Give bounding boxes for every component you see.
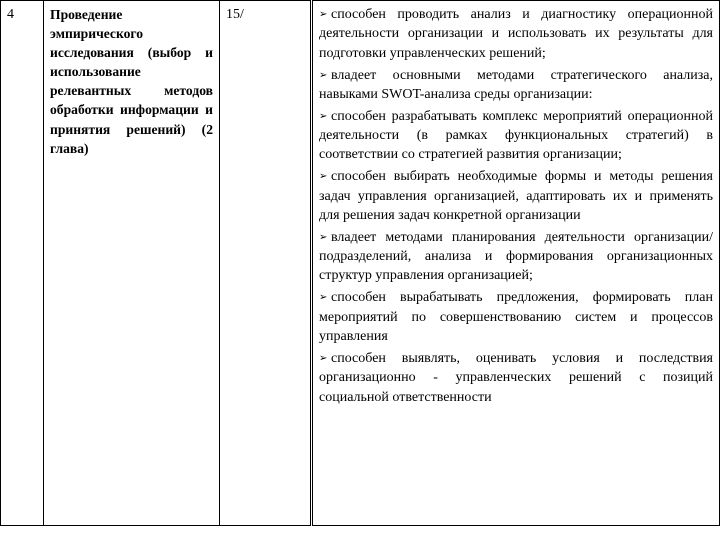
list-item xyxy=(319,167,713,225)
row-number: 4 xyxy=(7,7,14,22)
competency-text: способен выбирать необходимые формы и методы решения задач управления организацией, адаптировать их и применять для решения задач конкретной организации xyxy=(319,169,713,223)
arrow-bullet-icon: ➢ xyxy=(319,352,328,364)
competency-text: способен выявлять, оценивать условия и последствия организационно - управленческих решений с позиций социальной ответственности xyxy=(319,350,713,405)
score-cell xyxy=(220,1,312,526)
competency-text: способен разрабатывать комплекс мероприятий операционной деятельности (в рамках функциональных стратегий) в соответствии со стратегией развития организации; xyxy=(319,108,713,163)
stage-description: Проведение эмпирического исследования (выбор и использование релевантных методов обработки информации и принятия решений) (2 глава) xyxy=(50,7,213,156)
arrow-bullet-icon: ➢ xyxy=(319,110,328,122)
arrow-bullet-icon: ➢ xyxy=(319,171,328,183)
list-item xyxy=(319,66,713,105)
list-item xyxy=(319,288,713,346)
score-value: 15/ xyxy=(226,7,244,22)
competency-text: владеет основными методами стратегического анализа, навыками SWOT-анализа среды организации: xyxy=(319,67,713,102)
competencies-list xyxy=(319,5,713,407)
list-item xyxy=(319,5,713,63)
arrow-bullet-icon: ➢ xyxy=(319,9,328,20)
table-row xyxy=(1,1,720,526)
arrow-bullet-icon: ➢ xyxy=(319,69,328,81)
competency-text: способен проводить анализ и диагностику операционной деятельности организации и использовать их результаты для подготовки управленческих решений; xyxy=(319,7,713,61)
competency-text: способен вырабатывать предложения, формировать план мероприятий по совершенствованию систем и процессов управления xyxy=(319,290,713,344)
list-item xyxy=(319,228,713,286)
row-number-cell xyxy=(1,1,44,526)
arrow-bullet-icon: ➢ xyxy=(319,292,328,304)
list-item xyxy=(319,107,713,165)
arrow-bullet-icon: ➢ xyxy=(319,231,328,243)
competency-text: владеет методами планирования деятельности организации/подразделений, анализа и формирования организационных структур управления организацией; xyxy=(319,229,713,284)
stage-cell xyxy=(44,1,220,526)
competencies-cell xyxy=(312,1,720,526)
list-item xyxy=(319,349,713,407)
